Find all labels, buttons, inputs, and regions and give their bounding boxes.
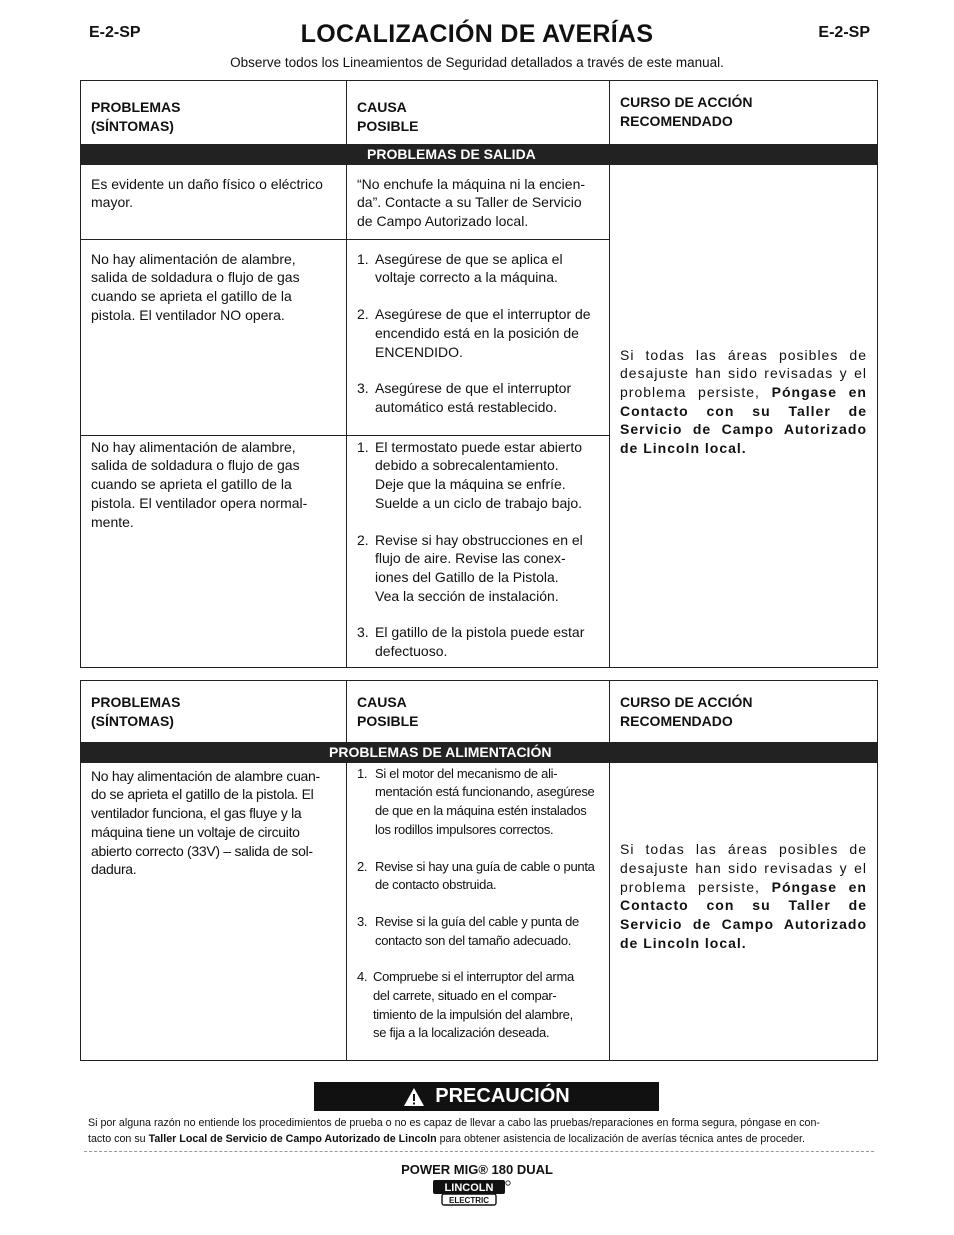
header-action: CURSO DE ACCIÓN RECOMENDADO [610, 681, 878, 743]
action-text-bold: Póngase en Contacto con su Taller de Servicio de Campo Autorizado de Lincoln local. [620, 878, 867, 951]
cause-step: 3. Revise si la guía del cable y punta de contacto son del tamaño adecuado. [357, 913, 579, 948]
svg-text:LINCOLN: LINCOLN [444, 1182, 494, 1194]
cause-step: 1. El termostato puede estar abierto debido a sobrecalentamiento. Deje que la máquina se enfríe. Suelde a un ciclo de trabajo bajo. [357, 438, 583, 511]
header-problems: PROBLEMAS (SÍNTOMAS) [81, 81, 347, 145]
cause-step: 1. Asegúrese de que se aplica el voltaje correcto a la máquina. [357, 250, 563, 286]
header-action: CURSO DE ACCIÓN RECOMENDADO [610, 81, 878, 145]
action-cell [610, 762, 878, 1060]
lincoln-electric-logo [432, 1179, 512, 1207]
problem-cell: No hay alimentación de alambre, salida de soldadura o flujo de gas cuando se aprieta el gatillo de la pistola. El ventilador opera normal- mente. [81, 435, 347, 667]
safety-subtitle: Observe todos los Lineamientos de Seguridad detallados a través de este manual. [230, 55, 724, 70]
action-text: Si todas las áreas posibles de desajuste han sido revisadas y el problema persiste, [620, 841, 867, 895]
cause-step: 3. El gatillo de la pistola puede estar defectuoso. [357, 624, 585, 660]
section-band-feeding: PROBLEMAS DE ALIMENTACIÓN [81, 743, 878, 763]
cause-step: 3. Asegúrese de que el interruptor automático está restablecido. [357, 380, 572, 415]
cause-step: 2. Asegúrese de que el interruptor de encendido está en la posición de ENCENDIDO. [357, 306, 591, 360]
caution-label: PRECAUCIÓN [435, 1085, 570, 1107]
action-cell [610, 164, 878, 667]
svg-text:ELECTRIC: ELECTRIC [449, 1196, 489, 1205]
cause-step: 4. Compruebe si el interruptor del arma del carrete, situado en el compar- timiento de la impulsión del alambre, se fija a la localización deseada. [357, 969, 574, 1041]
troubleshooting-table-feeding [80, 680, 878, 1061]
problem-cell: Es evidente un daño físico o eléctrico mayor. [81, 164, 347, 239]
caution-text: Si por alguna razón no entiende los procedimientos de prueba o no es capaz de llevar a cabo las pruebas/reparaciones en forma segura, póngase en con- tacto con su Taller Local de Servicio de Campo Autorizado de Lincoln para obtener asistencia de localización de averías técnica antes de proceder. [88, 1117, 820, 1145]
cause-cell: “No enchufe la máquina ni la encien- da”. Contacte a su Taller de Servicio de Campo Autorizado local. [347, 164, 610, 239]
cause-cell [347, 239, 610, 435]
cause-step: 2. Revise si hay una guía de cable o punta de contacto obstruida. [357, 858, 595, 893]
header-cause: CAUSA POSIBLE [347, 681, 610, 743]
product-name: POWER MIG® 180 DUAL [401, 1162, 553, 1177]
header-problems: PROBLEMAS (SÍNTOMAS) [81, 681, 347, 743]
section-band-output: PROBLEMAS DE SALIDA [347, 145, 878, 165]
cause-cell [347, 435, 610, 667]
page-title: LOCALIZACIÓN DE AVERÍAS [300, 20, 654, 48]
cause-cell [347, 762, 610, 1060]
cause-step: 1. Si el motor del mecanismo de ali- mentación está funcionando, asegúrese de que en la máquina estén instalados los rodillos impulsores correctos. [357, 765, 595, 837]
footer-divider [84, 1151, 874, 1152]
action-text-bold: Póngase en Contacto con su Taller de Servicio de Campo Autorizado de Lincoln local. [620, 384, 867, 457]
caution-banner [314, 1082, 659, 1111]
header-cause: CAUSA POSIBLE [347, 81, 610, 145]
page-code-left: E-2-SP [89, 24, 141, 41]
cause-step: 2. Revise si hay obstrucciones en el flujo de aire. Revise las conex- iones del Gatillo de la Pistola. Vea la sección de instalación. [357, 531, 583, 604]
problem-cell: No hay alimentación de alambre cuan- do se aprieta el gatillo de la pistola. El ventilador funciona, el gas fluye y la máquina tiene un voltaje de circuito abierto correcto (33V) – salida de sol- dadura. [81, 762, 347, 1060]
problem-cell: No hay alimentación de alambre, salida de soldadura o flujo de gas cuando se aprieta el gatillo de la pistola. El ventilador NO opera. [81, 239, 347, 435]
action-text: Si todas las áreas posibles de desajuste han sido revisadas y el problema persiste, [620, 346, 867, 400]
page-code-right: E-2-SP [818, 24, 870, 41]
troubleshooting-table-output [80, 80, 878, 668]
warning-icon [403, 1087, 425, 1107]
